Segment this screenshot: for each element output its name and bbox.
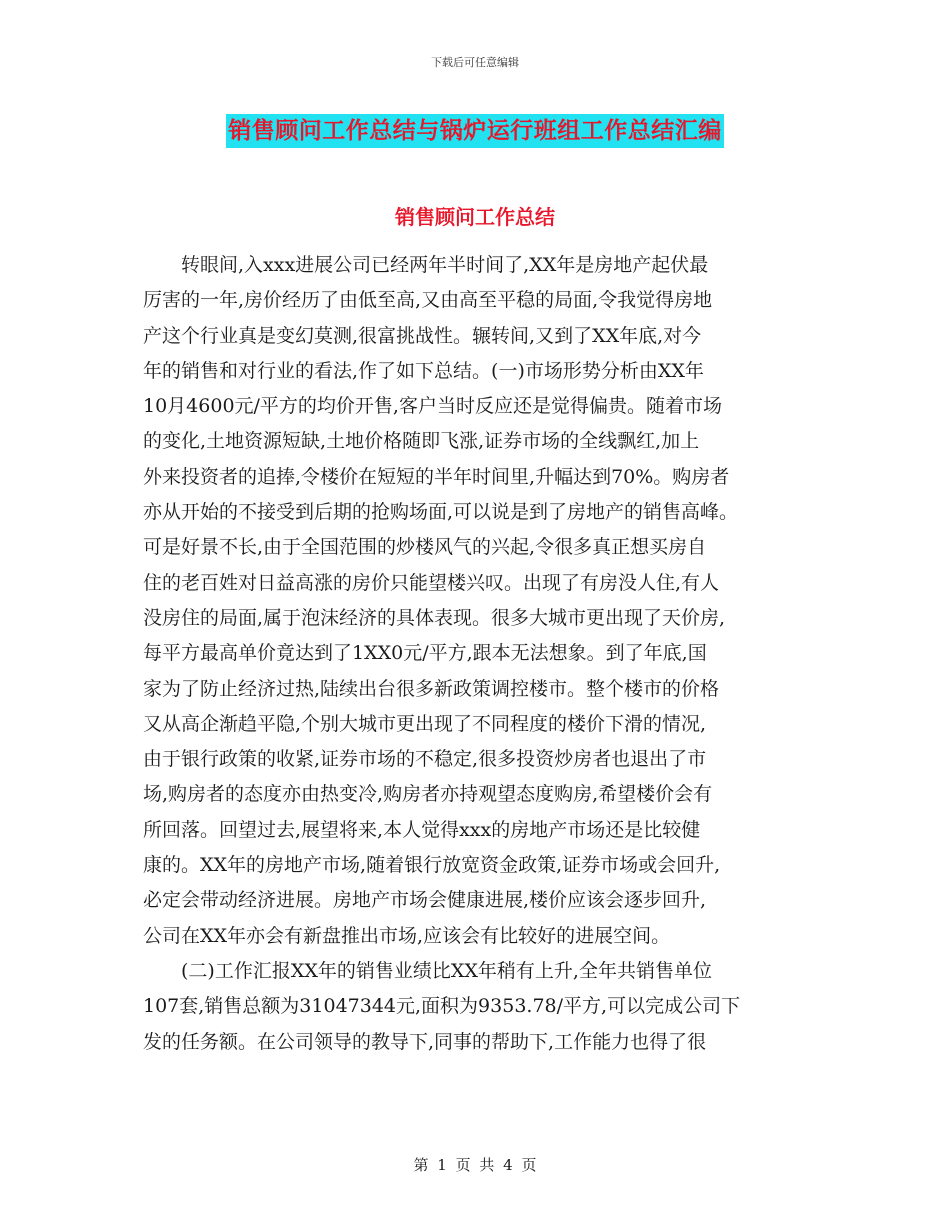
text-line: 产这个行业真是变幻莫测,很富挑战性。辗转间,又到了XX年底,对今 [143, 324, 702, 347]
document-title-container [0, 114, 950, 148]
body-text [143, 248, 803, 1060]
text-line: 家为了防止经济过热,陆续出台很多新政策调控楼市。整个楼市的价格 [143, 677, 720, 700]
text-line: 107套,销售总额为31047344元,面积为9353.78/平方,可以完成公司下 [143, 995, 741, 1018]
text-line: 所回落。回望过去,展望将来,本人觉得xxx的房地产市场还是比较健 [143, 818, 701, 841]
text-line: 的变化,土地资源短缺,土地价格随即飞涨,证券市场的全线飘红,加上 [143, 430, 700, 453]
text-line: 场,购房者的态度亦由热变冷,购房者亦持观望态度购房,希望楼价会有 [143, 783, 713, 806]
text-line: (二)工作汇报XX年的销售业绩比XX年稍有上升,全年共销售单位 [143, 959, 712, 982]
text-line: 每平方最高单价竟达到了1XX0元/平方,跟本无法想象。到了年底,国 [143, 642, 707, 665]
page-number: 第 1 页 共 4 页 [413, 1156, 537, 1174]
document-title: 销售顾问工作总结与锅炉运行班组工作总结汇编 [226, 114, 724, 148]
text-line: 发的任务额。在公司领导的教导下,同事的帮助下,工作能力也得了很 [143, 1030, 707, 1053]
text-line: 厉害的一年,房价经历了由低至高,又由高至平稳的局面,令我觉得房地 [143, 289, 713, 312]
text-line: 10月4600元/平方的均价开售,客户当时反应还是觉得偏贵。随着市场 [143, 395, 722, 418]
text-line: 可是好景不长,由于全国范围的炒楼风气的兴起,令很多真正想买房自 [143, 536, 707, 559]
text-line: 住的老百姓对日益高涨的房价只能望楼兴叹。出现了有房没人住,有人 [143, 571, 720, 594]
text-line: 由于银行政策的收紧,证券市场的不稳定,很多投资炒房者也退出了市 [143, 748, 707, 771]
text-line: 转眼间,入xxx进展公司已经两年半时间了,XX年是房地产起伏最 [143, 254, 709, 276]
text-line: 亦从开始的不接受到后期的抢购场面,可以说是到了房地产的销售高峰。 [143, 501, 739, 524]
text-line: 没房住的局面,属于泡沫经济的具体表现。很多大城市更出现了天价房, [143, 606, 726, 629]
text-line: 外来投资者的追捧,令楼价在短短的半年时间里,升幅达到70%。购房者 [143, 465, 730, 488]
text-line: 年的销售和对行业的看法,作了如下总结。(一)市场形势分析由XX年 [143, 359, 704, 382]
page-header-note: 下载后可任意编辑 [431, 56, 519, 69]
text-line: 公司在XX年亦会有新盘推出市场,应该会有比较好的进展空间。 [143, 924, 671, 947]
section-title: 销售顾问工作总结 [395, 205, 555, 229]
text-line: 康的。XX年的房地产市场,随着银行放宽资金政策,证券市场或会回升, [143, 854, 721, 877]
text-line: 必定会带动经济进展。房地产市场会健康进展,楼价应该会逐步回升, [143, 889, 707, 912]
text-line: 又从高企渐趋平隐,个别大城市更出现了不同程度的楼价下滑的情况, [143, 712, 707, 735]
